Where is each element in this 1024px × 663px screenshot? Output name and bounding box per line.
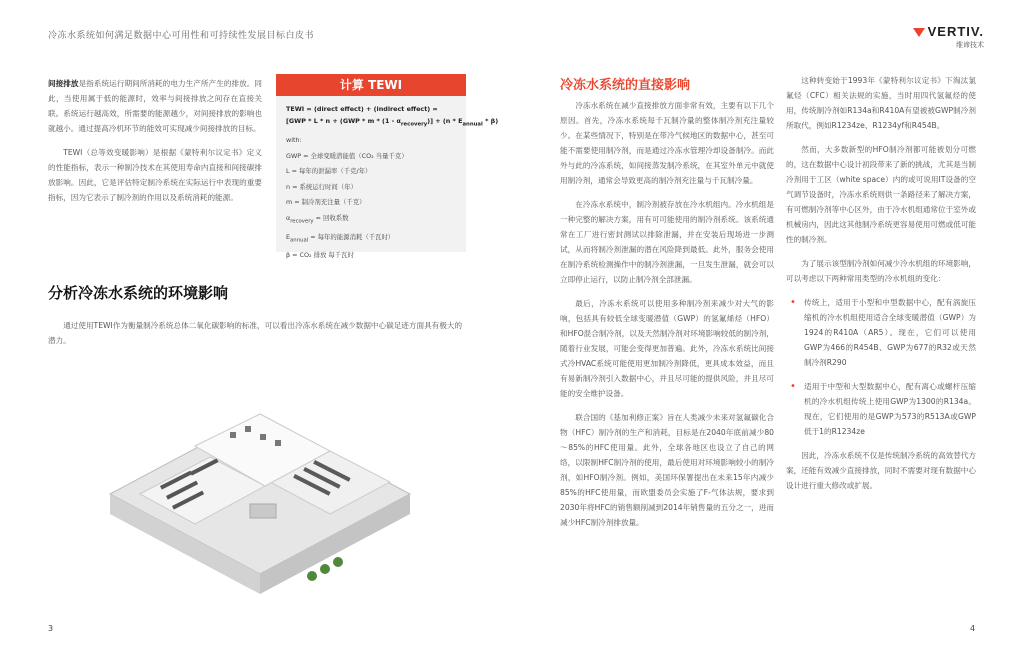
tewi-def-e: $E_{annual}$ = 每年的能源消耗（千瓦时） (286, 232, 395, 243)
tewi-def-alpha: $\alpha_{recovery}$ = 回收系数 (286, 213, 349, 225)
paragraph-tewi: TEWI（总等效变暖影响）是根据《蒙特利尔议定书》定义的性能指标，表示一种制冷技术在其使用寿命内直接和间接碳排放影响。因此，它是评估特定制冷系统在实际运行中表现的重要指标，因为它表示了制冷剂的作用以及系统消耗的能源。 (48, 148, 262, 202)
right-column-text (786, 73, 976, 502)
tewi-def-beta: β = CO₂ 排放 每千瓦时 (286, 251, 354, 260)
paragraph-6: 然而，大多数新型的HFO制冷剂都可能被划分可燃的，这在数据中心设计初段带来了新的挑战，尤其是当制冷剂用于工区（white space）内的或可说用IT设备的空气调节设备时，冷冻水系统则供一条路径来了解决方案，有可燃制冷剂等中心区外，由于冷水机组通常位于室外或机械房内，因此这其他制冷系统更容易使用可燃或低可能性的制冷剂。 (786, 145, 976, 244)
tewi-def-m: m = 制冷剂充注量（千克） (286, 198, 366, 207)
page-number-left: 3 (48, 624, 54, 633)
middle-column-text (560, 98, 774, 539)
tewi-def-gwp: GWP = 全球变暖潜能值（CO₂ 当量千克） (286, 151, 408, 160)
bullet-item-1: • 传统上，适用于小型和中型数据中心，配有涡旋压缩机的冷水机组使用适合全球变暖潜值（GWP）为1924的R410A（AR5）。现在，它们可以使用GWP为466的R454B、GWP为677的R32或天然制冷剂R290 (786, 295, 976, 370)
section-intro: 通过使用TEWI作为衡量制冷系统总体二氧化碳影响的标准，可以看出冷冻水系统在减少数据中心碳足迹方面具有极大的潜力。 (48, 321, 463, 345)
running-title: 冷冻水系统如何满足数据中心可用性和可持续性发展目标白皮书 (48, 31, 315, 41)
paragraph-indirect-emission (48, 76, 262, 136)
section-title: 分析冷冻水系统的环境影响 (48, 284, 229, 302)
data-center-illustration (100, 354, 420, 604)
tewi-formula-body (276, 96, 499, 270)
direct-impact-heading: 冷冻水系统的直接影响 (560, 78, 691, 93)
logo-wordmark: VERTIV. (927, 24, 984, 39)
bullet-item-2: • 适用于中型和大型数据中心，配有离心或螺杆压缩机的冷水机组传统上使用GWP为1300的R134a。现在，它们使用的是GWP为573的R513A或GWP低于1的R1234ze (786, 379, 976, 439)
paragraph-3: 最后，冷冻水系统可以使用多种制冷剂来减少对大气的影响，包括具有较低全球变暖潜值（GWP）的氢氟烯烃（HFO）和HFO混合制冷剂，以及天然制冷剂对环境影响较低的制冷剂，随着行业发展，可能会变得更加普遍。此外，冷冻水系统比间接式冷HVAC系统可能使用更加制冷剂降低，更具成本效益，而且有易新制冷剂引入数据中心，并且尽可能的提供风险，并且尽可能的安全维护设备。 (560, 299, 774, 398)
term-indirect-emission: 间接排放 (48, 79, 79, 88)
paragraph-4: 联合国的《基加利修正案》旨在人类减少未来对氢氟碳化合物（HFC）制冷剂的生产和消耗，目标是在2040年底前减少80～85%的HFC使用量。此外，全球各地区也设立了自己的网络，以限制HFC制冷剂的使用，最后使用对环境影响较小的制冷剂，如HFO制冷剂。例如，美国环保署提出在未来15年内减少85%的HFC使用量，而欧盟委员会实施了F-气体法规，要求到2030年将HFC的销售额削减到2014年销售量的五分之一，进而减少HFC制冷剂排放量。 (560, 413, 774, 527)
logo-subtitle: 维谛技术 (956, 41, 984, 49)
paragraph-1: 冷冻水系统在减少直接排放方面非常有效，主要有以下几个原因。首先，冷冻水系统每千瓦制冷量的整体制冷剂充注量较少。在某些情况下，特别是在带冷气候地区的数据中心，甚至可能不需要使用制冷剂，而是通过冷冻水管理冷却设备制冷。而此外与此的冷冻系统，如间接蒸发制冷系统，在其室外单元中就使用制冷剂，通常会导致更高的制冷剂充注量与千瓦制冷量。 (560, 101, 774, 185)
vertiv-logo (913, 24, 984, 50)
tewi-sidebar (276, 74, 499, 260)
tewi-with: with: (286, 136, 302, 145)
tewi-formula-line-2: [$GWP * L * n + (GWP * m * (1 - \alpha_{recovery})] + (n * E_{annual} * \beta)$ (286, 116, 499, 127)
paragraph-8: 因此，冷冻水系统不仅是传统制冷系统的高效替代方案，还能有效减少直接排放，同时不需要对现有数据中心设计进行重大修改或扩展。 (786, 451, 976, 490)
paragraph-2: 在冷冻水系统中，制冷剂被存放在冷水机组内。冷水机组是一种完整的解决方案，用有可可能使用的制冷剂系统。该系统通常在工厂进行密封测试以排除泄漏，并在安装后现场进一步测试，从而将制冷剂泄漏的潜在风险降到最低。此外，服务会使用在制冷系统检测操作中的制冷剂泄漏，一旦发生泄漏，就会可以立即停止运行，以防止制冷剂全部泄漏。 (560, 200, 774, 284)
tewi-def-n: n = 系统运行时间（年） (286, 182, 357, 191)
page-number-right: 4 (970, 624, 976, 633)
logo-triangle-icon (913, 28, 925, 37)
tewi-title: 计算 TEWI (276, 74, 466, 96)
paragraph-text: 是指系统运行期间所消耗的电力生产所产生的排放。同此，当使用属于低的能源时，效率与间接排放之间存在直接关联。系统运行越高效，所需要的能源越少，对间接排放的影响也就越小。通过提高冷机环节的能效可实现减少间接排放的目标。 (48, 79, 263, 133)
tewi-formula-line-1: TEWI = (direct effect) + (indirect effect) = (286, 105, 438, 113)
paragraph-7: 为了展示该型制冷剂如何减少冷水机组的环境影响，可以考虑以下两种常用类型的冷水机组的变化： (786, 259, 976, 283)
tewi-def-l: L = 每年的泄漏率（千克/年） (286, 167, 372, 176)
paragraph-5: 这种转变始于1993年《蒙特利尔议定书》下淘汰氯氟烃（CFC）相关法规的实施，当时用四代氢氟烃的使用，传统制冷剂如R134a和R410A有望被被GWP制冷剂所取代，例如R1234ze、R1234yf和R454B。 (786, 76, 976, 130)
left-column-text (48, 76, 262, 214)
